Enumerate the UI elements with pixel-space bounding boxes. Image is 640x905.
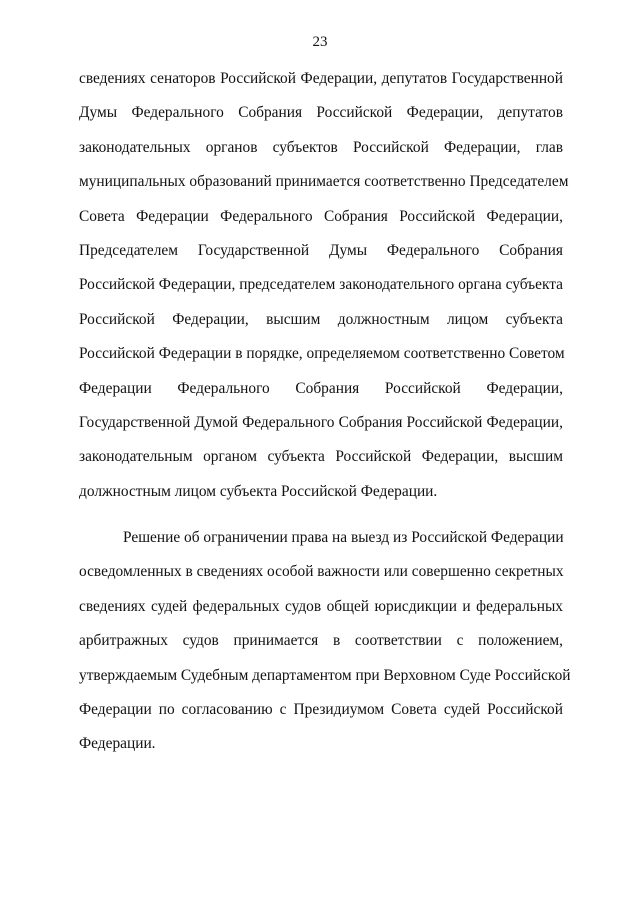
text-line: Государственной Думой Федерального Собрания Российской Федерации, xyxy=(79,413,563,431)
text-line: арбитражных судов принимается в соответствии с положением, xyxy=(79,632,563,650)
text-line: Федерации Федерального Собрания Российской Федерации, xyxy=(79,379,563,397)
text-line: должностным лицом субъекта Российской Федерации. xyxy=(79,482,438,500)
text-line: Федерации по согласованию с Президиумом Совета судей Российской xyxy=(79,701,563,719)
text-line: законодательным органом субъекта Российской Федерации, высшим xyxy=(79,448,563,466)
paragraph-1 xyxy=(79,70,569,517)
text-line: Думы Федерального Собрания Российской Федерации, депутатов xyxy=(79,104,563,122)
text-line: сведениях сенаторов Российской Федерации, депутатов Государственной xyxy=(79,70,563,87)
text-line: Совета Федерации Федерального Собрания Российской Федерации, xyxy=(79,207,563,225)
paragraph-2 xyxy=(79,529,571,770)
text-line: осведомленных в сведениях особой важности или совершенно секретных xyxy=(79,563,564,581)
text-line: утверждаемым Судебным департаментом при Верховном Суде Российской xyxy=(79,666,571,684)
text-line: Председателем Государственной Думы Федерального Собрания xyxy=(79,241,563,259)
text-line: Российской Федерации в порядке, определяемом соответственно Советом xyxy=(79,345,565,363)
text-line: Решение об ограничении права на выезд из Российской Федерации xyxy=(123,529,564,547)
page-number: 23 xyxy=(312,34,328,50)
paragraph-spacer xyxy=(79,517,563,529)
text-line: Российской Федерации, председателем законодательного органа субъекта xyxy=(79,276,563,294)
text-line: Российской Федерации, высшим должностным лицом субъекта xyxy=(79,310,563,328)
text-line: муниципальных образований принимается соответственно Председателем xyxy=(79,173,569,191)
text-line: законодательных органов субъектов Российской Федерации, глав xyxy=(79,138,563,156)
text-line: сведениях судей федеральных судов общей юрисдикции и федеральных xyxy=(79,597,563,615)
document-body xyxy=(79,70,571,770)
text-line: Федерации. xyxy=(79,735,156,753)
